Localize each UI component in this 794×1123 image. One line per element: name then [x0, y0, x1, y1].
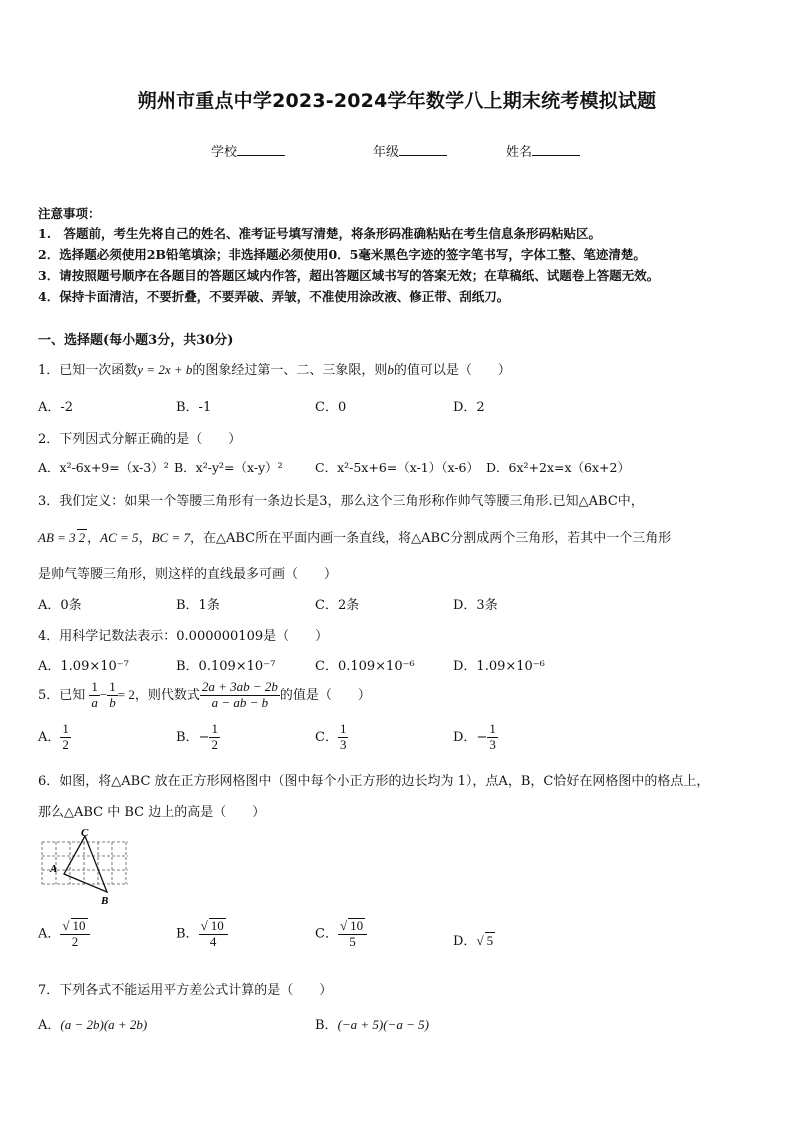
- q1-function: y = 2x + b: [137, 362, 193, 377]
- q7-option-b[interactable]: B．(−a + 5)(−a − 5): [315, 1017, 429, 1033]
- question-4-stem: 4．用科学记数法表示：0.000000109是（ ）: [38, 629, 329, 644]
- question-6-line-2: 那么△ABC 中 BC 边上的高是（ ）: [38, 805, 266, 820]
- q3-bc: BC = 7: [151, 530, 190, 545]
- q6-option-d[interactable]: D．√ 5: [453, 933, 494, 949]
- q5-option-b[interactable]: B．− $\frac{1}{2}$: [176, 721, 218, 752]
- q4-option-c[interactable]: C．0.109×10⁻⁶: [315, 659, 415, 674]
- q2-option-b[interactable]: B．x²-y²=（x-y）²: [174, 460, 283, 475]
- question-6-line-1: 6．如图，将△ABC 放在正方形网格图中（图中每个小正方形的边长均为 1），点A，B，C恰好在网格图中的格点上，: [38, 774, 710, 789]
- q3-ac: AC = 5: [100, 530, 139, 545]
- page-title: 朔州市重点中学2023-2024学年数学八上期末统考模拟试题: [137, 90, 657, 112]
- q6-option-b[interactable]: B． $\frac{√ 10}{4}$: [176, 918, 228, 950]
- q5-option-d[interactable]: D．− $\frac{1}{3}$: [453, 721, 496, 752]
- q3-mid: ，在△ABC所在平面内画一条直线，将△ABC分割成两个三角形，若其中一个三角形: [189, 531, 672, 546]
- q3-option-b[interactable]: B．1条: [176, 598, 220, 613]
- q2-option-c[interactable]: C．x²-5x+6=（x-1）（x-6）: [315, 460, 480, 475]
- q3-option-c[interactable]: C．2条: [315, 598, 360, 613]
- label-c: C: [81, 827, 89, 839]
- q3-ab-radicand: 2: [78, 530, 86, 545]
- q6-option-a[interactable]: A． $\frac{√ 10}{2}$: [38, 918, 90, 950]
- q6-grid-figure: [38, 826, 134, 908]
- question-1-stem: [38, 359, 511, 378]
- q1-post: 的值可以是（ ）: [393, 363, 511, 378]
- label-a: A: [50, 863, 58, 875]
- label-b: B: [101, 895, 109, 907]
- school-blank[interactable]: [237, 143, 285, 156]
- q5-fraction-1: $\frac{1}{a}$: [91, 679, 98, 710]
- grade-field[interactable]: [373, 141, 447, 160]
- school-field[interactable]: [211, 141, 285, 160]
- q1-pre: 1．已知一次函数: [38, 363, 138, 378]
- grade-blank[interactable]: [399, 143, 447, 156]
- question-3-line-3: 是帅气等腰三角形，则这样的直线最多可画（ ）: [38, 567, 338, 582]
- q2-option-d[interactable]: D．6x²+2x=x（6x+2）: [486, 460, 630, 475]
- q3-option-d[interactable]: D．3条: [453, 598, 498, 613]
- q5-option-c[interactable]: C． $\frac{1}{3}$: [315, 721, 347, 752]
- name-label: 姓名: [506, 145, 533, 160]
- name-field[interactable]: [506, 141, 580, 160]
- q2-option-a[interactable]: A．x²-6x+9=（x-3）²: [38, 460, 169, 475]
- q1-mid: 的图象经过第一、二、三象限，则: [192, 363, 388, 378]
- question-5-stem: 5．已知 $\frac{1}{a}$ − $\frac{1}{b}$ = 2，则代数式 $\frac{2a + 3ab - 2b}{a - ab - b}$ 的值是（ ）: [38, 679, 371, 710]
- grade-label: 年级: [373, 145, 400, 160]
- q7-option-a[interactable]: A．(a − 2b)(a + 2b): [38, 1017, 148, 1033]
- q1-option-d[interactable]: D．2: [453, 400, 485, 415]
- q4-option-d[interactable]: D．1.09×10⁻⁶: [453, 659, 545, 674]
- question-2-stem: 2．下列因式分解正确的是（ ）: [38, 432, 242, 447]
- question-3-line-2: AB = 3 2 ，AC = 5，BC = 7，在△ABC所在平面内画一条直线，将△ABC分割成两个三角形，若其中一个三角形: [38, 530, 672, 546]
- notes-heading: 注意事项：: [38, 206, 101, 221]
- triangle-abc: [64, 836, 107, 892]
- q5-fraction-2: $\frac{1}{b}$: [109, 679, 116, 710]
- school-label: 学校: [211, 145, 238, 160]
- notes-item-2: 2．选择题必须使用2B铅笔填涂；非选择题必须使用0．5毫米黑色字迹的签字笔书写，字体工整、笔迹清楚。: [38, 247, 646, 262]
- q3-option-a[interactable]: A．0条: [38, 598, 82, 613]
- q1-option-c[interactable]: C．0: [315, 400, 347, 415]
- q6-option-c[interactable]: C． $\frac{√ 10}{5}$: [315, 918, 367, 950]
- q5-big-fraction: $\frac{2a + 3ab - 2b}{a - ab - b}$: [201, 679, 278, 710]
- notes-item-4: 4．保持卡面清洁，不要折叠，不要弄破、弄皱，不准使用涂改液、修正带、刮纸刀。: [38, 289, 510, 304]
- q4-option-b[interactable]: B．0.109×10⁻⁷: [176, 659, 276, 674]
- name-blank[interactable]: [532, 143, 580, 156]
- q1-variable: b: [387, 362, 394, 377]
- question-3-line-1: 3．我们定义：如果一个等腰三角形有一条边长是3，那么这个三角形称作帅气等腰三角形.已知△ABC中，: [38, 494, 644, 509]
- section-heading: 一、选择题(每小题3分，共30分): [38, 333, 234, 348]
- q3-ab: AB = 3 2: [38, 530, 86, 545]
- notes-item-3: 3．请按照题号顺序在各题目的答题区域内作答，超出答题区域书写的答案无效；在草稿纸、试题卷上答题无效。: [38, 268, 660, 283]
- q1-option-a[interactable]: A．-2: [38, 400, 74, 415]
- q4-option-a[interactable]: A．1.09×10⁻⁷: [38, 659, 129, 674]
- q1-option-b[interactable]: B．-1: [176, 400, 212, 415]
- q5-option-a[interactable]: A． $\frac{1}{2}$: [38, 721, 69, 752]
- notes-item-1: 1. 答题前，考生先将自己的姓名、准考证号填写清楚，将条形码准确粘贴在考生信息条形码粘贴区。: [38, 226, 602, 241]
- question-7-stem: 7．下列各式不能运用平方差公式计算的是（ ）: [38, 983, 333, 998]
